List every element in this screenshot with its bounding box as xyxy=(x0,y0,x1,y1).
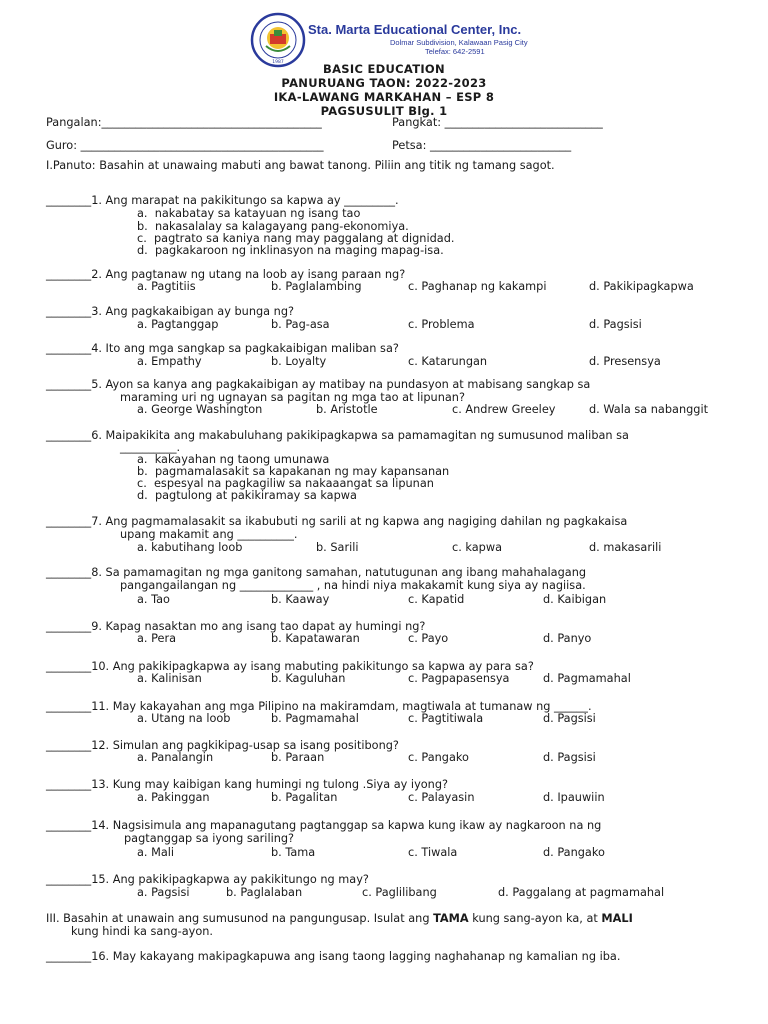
pangalan-field[interactable]: Pangalan:_______________________________________ xyxy=(46,116,322,129)
question-1-option-d[interactable]: d. pagkakaroon ng inklinasyon na maging mapag-isa. xyxy=(137,244,444,257)
question-11-option-b[interactable]: b. Pagmamahal xyxy=(271,712,359,725)
question-13-option-a[interactable]: a. Pakinggan xyxy=(137,791,210,804)
question-15-option-d[interactable]: d. Paggalang at pagmamahal xyxy=(498,886,665,899)
guro-field[interactable]: Guro: ___________________________________________ xyxy=(46,139,324,152)
question-8-option-c[interactable]: c. Kapatid xyxy=(408,593,465,606)
question-1-option-c[interactable]: c. pagtrato sa kaniya nang may paggalang at dignidad. xyxy=(137,232,455,245)
question-11-option-c[interactable]: c. Pagtitiwala xyxy=(408,712,484,725)
question-14-option-b[interactable]: b. Tama xyxy=(271,846,316,859)
question-12-stem: ________12. Simulan ang pagkikipag-usap sa isang positibong? xyxy=(46,739,399,752)
question-11-stem: ________11. May kakayahan ang mga Pilipino na makiramdam, magtiwala at tumanaw ng ______. xyxy=(46,700,592,713)
question-7-option-a[interactable]: a. kabutihang loob xyxy=(137,541,243,554)
pangkat-field[interactable]: Pangkat: ____________________________ xyxy=(392,116,603,129)
school-address: Dolmar Subdivision, Kalawaan Pasig City xyxy=(390,38,528,47)
question-3-option-d[interactable]: d. Pagsisi xyxy=(589,318,642,331)
question-9-option-c[interactable]: c. Payo xyxy=(408,632,449,645)
school-name: Sta. Marta Educational Center, Inc. xyxy=(308,22,522,37)
tama-keyword: TAMA xyxy=(433,912,469,925)
question-5-stem: ________5. Ayon sa kanya ang pagkakaibigan ay matibay na pundasyon at mabisang sangkap sa xyxy=(46,378,591,391)
question-2-option-d[interactable]: d. Pakikipagkapwa xyxy=(589,280,694,293)
question-11-option-a[interactable]: a. Utang na loob xyxy=(137,712,231,725)
question-13-stem: ________13. Kung may kaibigan kang humingi ng tulong .Siya ay iyong? xyxy=(46,778,448,791)
question-9-option-d[interactable]: d. Panyo xyxy=(543,632,592,645)
question-15-stem: ________15. Ang pakikipagkapwa ay pakikitungo ng may? xyxy=(46,873,369,886)
question-7-option-c[interactable]: c. kapwa xyxy=(452,541,502,554)
school-phone: Telefax: 642-2591 xyxy=(425,47,485,56)
question-11-option-d[interactable]: d. Pagsisi xyxy=(543,712,596,725)
question-1-option-b[interactable]: b. nakasalalay sa kalagayang pang-ekonomiya. xyxy=(137,220,409,233)
question-7-option-b[interactable]: b. Sarili xyxy=(316,541,359,554)
title-line-2: PANURUANG TAON: 2022-2023 xyxy=(281,76,487,90)
question-12-option-c[interactable]: c. Pangako xyxy=(408,751,469,764)
question-14-stem: ________14. Nagsisimula ang mapanagutang pagtanggap sa kapwa kung ikaw ay nagkaroon na ng xyxy=(46,819,602,832)
question-12-option-a[interactable]: a. Panalangin xyxy=(137,751,214,764)
question-10-option-d[interactable]: d. Pagmamahal xyxy=(543,672,631,685)
question-5-option-c[interactable]: c. Andrew Greeley xyxy=(452,403,556,416)
question-6-option-d[interactable]: d. pagtulong at pakikiramay sa kapwa xyxy=(137,489,357,502)
question-10-option-b[interactable]: b. Kaguluhan xyxy=(271,672,346,685)
question-6-option-b[interactable]: b. pagmamalasakit sa kapakanan ng may kapansanan xyxy=(137,465,450,478)
instructions-part-3-cont: kung hindi ka sang-ayon. xyxy=(71,925,213,938)
question-3-stem: ________3. Ang pagkakaibigan ay bunga ng? xyxy=(46,305,294,318)
question-14-option-d[interactable]: d. Pangako xyxy=(543,846,605,859)
question-2-option-c[interactable]: c. Paghanap ng kakampi xyxy=(408,280,547,293)
question-12-option-d[interactable]: d. Pagsisi xyxy=(543,751,596,764)
question-15-option-b[interactable]: b. Paglalaban xyxy=(226,886,303,899)
question-2-option-a[interactable]: a. Pagtitiis xyxy=(137,280,196,293)
question-3-option-b[interactable]: b. Pag-asa xyxy=(271,318,330,331)
question-1-option-a[interactable]: a. nakabatay sa katayuan ng isang tao xyxy=(137,207,361,220)
question-13-option-b[interactable]: b. Pagalitan xyxy=(271,791,338,804)
question-8-option-a[interactable]: a. Tao xyxy=(137,593,170,606)
question-13-option-d[interactable]: d. Ipauwiin xyxy=(543,791,605,804)
question-10-stem: ________10. Ang pakikipagkapwa ay isang mabuting pakikitungo sa kapwa ay para sa? xyxy=(46,660,534,673)
question-6-option-c[interactable]: c. espesyal na pagkagiliw sa nakaaangat sa lipunan xyxy=(137,477,434,490)
question-1-stem: ________1. Ang marapat na pakikitungo sa kapwa ay _________. xyxy=(46,194,399,207)
exam-title-block xyxy=(0,62,768,118)
question-15-option-c[interactable]: c. Paglilibang xyxy=(362,886,437,899)
question-7-stem: ________7. Ang pagmamalasakit sa ikabubuti ng sarili at ng kapwa ang nagiging dahilan ng pagkakaisa xyxy=(46,515,628,528)
question-16-stem: ________16. May kakayang makipagkapuwa ang isang taong lagging naghahanap ng kamalian ng iba. xyxy=(46,950,621,963)
question-14-option-a[interactable]: a. Mali xyxy=(137,846,175,859)
question-10-option-a[interactable]: a. Kalinisan xyxy=(137,672,202,685)
question-7-stem-cont: upang makamit ang __________. xyxy=(120,528,298,541)
question-13-option-c[interactable]: c. Palayasin xyxy=(408,791,475,804)
question-3-option-a[interactable]: a. Pagtanggap xyxy=(137,318,219,331)
petsa-field[interactable]: Petsa: _________________________ xyxy=(392,139,572,152)
mali-keyword: MALI xyxy=(601,912,633,925)
question-4-option-c[interactable]: c. Katarungan xyxy=(408,355,488,368)
title-line-3: IKA-LAWANG MARKAHAN – ESP 8 xyxy=(273,90,495,104)
question-4-option-a[interactable]: a. Empathy xyxy=(137,355,202,368)
question-8-stem: ________8. Sa pamamagitan ng mga ganitong samahan, natutugunan ang ibang mahahalagang xyxy=(46,566,587,579)
question-9-option-b[interactable]: b. Kapatawaran xyxy=(271,632,360,645)
school-seal-logo xyxy=(250,12,306,68)
svg-text:1987: 1987 xyxy=(272,60,284,65)
question-4-option-d[interactable]: d. Presensya xyxy=(589,355,661,368)
instructions-part-3: III. Basahin at unawain ang sumusunod na pangungusap. Isulat ang TAMA kung sang-ayon ka, at MALI xyxy=(46,912,633,925)
question-5-stem-cont: maraming uri ng ugnayan sa pagitan ng mga tao at lipunan? xyxy=(120,391,465,404)
question-3-option-c[interactable]: c. Problema xyxy=(408,318,475,331)
question-6-option-a[interactable]: a. kakayahan ng taong umunawa xyxy=(137,453,330,466)
question-8-stem-cont: pangangailangan ng _____________ , na hindi niya makakamit kung siya ay nagiisa. xyxy=(120,579,586,592)
question-14-option-c[interactable]: c. Tiwala xyxy=(408,846,458,859)
instructions-part-1: I.Panuto: Basahin at unawaing mabuti ang bawat tanong. Piliin ang titik ng tamang sagot. xyxy=(46,159,555,172)
question-2-stem: ________2. Ang pagtanaw ng utang na loob ay isang paraan ng? xyxy=(46,268,406,281)
question-6-stem: ________6. Maipakikita ang makabuluhang pakikipagkapwa sa pamamagitan ng sumusunod maliban sa xyxy=(46,429,629,442)
question-4-stem: ________4. Ito ang mga sangkap sa pagkakaibigan maliban sa? xyxy=(46,342,399,355)
question-9-stem: ________9. Kapag nasaktan mo ang isang tao dapat ay humingi ng? xyxy=(46,620,426,633)
question-12-option-b[interactable]: b. Paraan xyxy=(271,751,325,764)
question-15-option-a[interactable]: a. Pagsisi xyxy=(137,886,190,899)
question-8-option-d[interactable]: d. Kaibigan xyxy=(543,593,607,606)
question-7-option-d[interactable]: d. makasarili xyxy=(589,541,662,554)
title-line-4: PAGSUSULIT Blg. 1 xyxy=(320,104,448,118)
question-14-stem-cont: pagtanggap sa iyong sariling? xyxy=(124,832,295,845)
question-6-stem-cont: __________. xyxy=(120,441,181,454)
question-9-option-a[interactable]: a. Pera xyxy=(137,632,177,645)
question-5-option-a[interactable]: a. George Washington xyxy=(137,403,263,416)
question-10-option-c[interactable]: c. Pagpapasensya xyxy=(408,672,510,685)
question-5-option-b[interactable]: b. Aristotle xyxy=(316,403,378,416)
question-4-option-b[interactable]: b. Loyalty xyxy=(271,355,327,368)
question-8-option-b[interactable]: b. Kaaway xyxy=(271,593,330,606)
title-line-1: BASIC EDUCATION xyxy=(323,62,445,76)
question-2-option-b[interactable]: b. Paglalambing xyxy=(271,280,362,293)
question-5-option-d[interactable]: d. Wala sa nabanggit xyxy=(589,403,709,416)
